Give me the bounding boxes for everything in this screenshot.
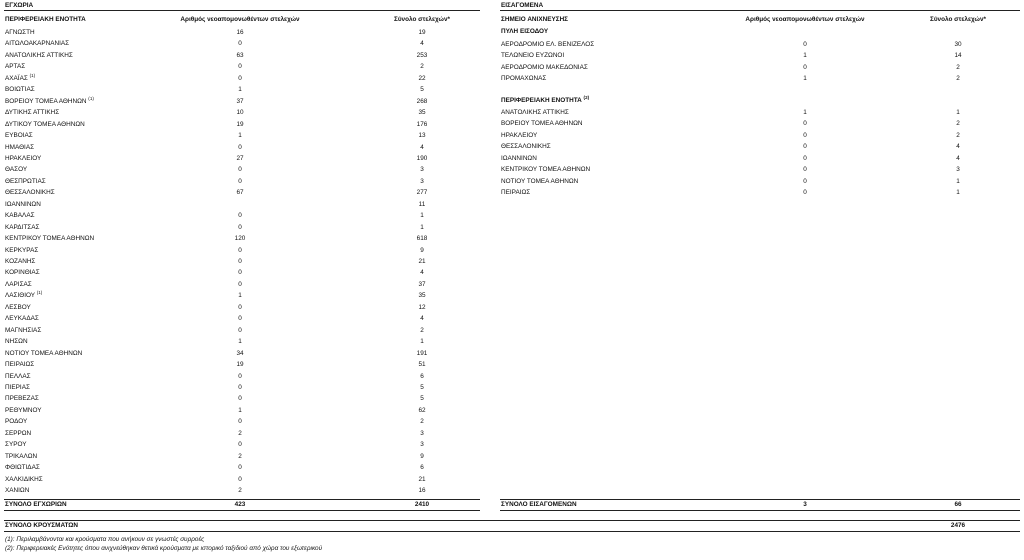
domestic-row-total: 35 (418, 292, 426, 300)
domestic-row-new: 0 (238, 418, 242, 426)
domestic-row-new: 0 (238, 246, 242, 254)
domestic-row-total: 191 (416, 349, 428, 357)
imported-region-row-total: 4 (956, 154, 960, 162)
domestic-row-new: 2 (238, 487, 242, 494)
domestic-row-new: 34 (236, 349, 244, 357)
domestic-row-total: 6 (420, 372, 424, 380)
domestic-row-total: 12 (418, 303, 426, 311)
imported-header-point: ΣΗΜΕΙΟ ΑΝΙΧΝΕΥΣΗΣ (501, 16, 569, 23)
domestic-row-total: 4 (420, 40, 424, 48)
domestic-top-rule (4, 10, 480, 11)
gate-section-title: ΠΥΛΗ ΕΙΣΟΔΟΥ (501, 28, 549, 35)
domestic-row-new: 0 (238, 177, 242, 185)
domestic-row-new: 2 (238, 452, 242, 460)
domestic-row-name: ΕΥΒΟΙΑΣ (5, 132, 33, 140)
domestic-row-total: 190 (416, 154, 428, 162)
domestic-row-name: ΚΑΒΑΛΑΣ (5, 212, 35, 220)
domestic-row-name: ΣΕΡΡΩΝ (5, 429, 32, 437)
imported-region-row-new: 0 (803, 154, 807, 162)
domestic-row-total: 2 (420, 326, 424, 334)
domestic-row-new: 19 (236, 120, 244, 128)
domestic-row-total: 19 (418, 29, 426, 36)
domestic-row-name: ΤΡΙΚΑΛΩΝ (5, 452, 38, 460)
domestic-row-name: ΡΟΔΟΥ (5, 418, 28, 426)
imported-total-top-rule (500, 499, 1020, 500)
domestic-row-name: ΘΕΣΠΡΩΤΙΑΣ (5, 177, 46, 185)
domestic-row-total: 4 (420, 269, 424, 277)
domestic-row-new: 0 (238, 475, 242, 483)
grand-total-top-rule (4, 520, 1020, 521)
domestic-row-name: ΠΡΕΒΕΖΑΣ (5, 395, 39, 403)
domestic-row-total: 618 (416, 235, 428, 243)
imported-total-new: 3 (803, 501, 807, 508)
imported-total-label: ΣΥΝΟΛΟ ΕΙΣΑΓΟΜΕΝΩΝ (501, 501, 577, 508)
domestic-row-new: 0 (238, 303, 242, 311)
imported-region-row-total: 4 (956, 143, 960, 151)
gate-row-name: ΤΕΛΩΝΕΙΟ ΕΥΖΩΝΟΙ (501, 52, 565, 60)
domestic-row-total: 11 (418, 200, 426, 208)
domestic-row-new: 37 (236, 97, 244, 105)
domestic-row-total: 3 (420, 429, 424, 437)
domestic-row-new: 0 (238, 326, 242, 334)
domestic-row-total: 2 (420, 418, 424, 426)
domestic-row-name: ΣΥΡΟΥ (5, 441, 27, 449)
domestic-row-total: 16 (418, 487, 426, 494)
footnote-marker: (1) (36, 290, 43, 296)
grand-total-label: ΣΥΝΟΛΟ ΚΡΟΥΣΜΑΤΩΝ (5, 522, 79, 529)
domestic-row-new: 0 (238, 258, 242, 265)
imported-region-row-name: ΚΕΝΤΡΙΚΟΥ ΤΟΜΕΑ ΑΘΗΝΩΝ (501, 166, 591, 174)
domestic-row-total: 21 (418, 475, 426, 483)
domestic-row-new: 0 (238, 212, 242, 220)
domestic-row-new: 0 (238, 315, 242, 323)
domestic-row-name: ΚΟΖΑΝΗΣ (5, 258, 36, 265)
domestic-row-name: ΛΑΡΙΣΑΣ (5, 280, 32, 288)
domestic-total-total: 2410 (414, 501, 430, 508)
domestic-row-total: 5 (420, 395, 424, 403)
domestic-row-new: 1 (238, 86, 242, 94)
domestic-row-new: 0 (238, 383, 242, 391)
gate-row-total: 30 (954, 41, 962, 48)
domestic-row-total: 35 (418, 109, 426, 117)
imported-region-row-new: 0 (803, 143, 807, 151)
imported-region-row-total: 3 (956, 166, 960, 174)
domestic-row-new: 10 (236, 109, 244, 117)
domestic-row-new: 0 (238, 269, 242, 277)
domestic-row-name: ΑΙΤΩΛΟΑΚΑΡΝΑΝΙΑΣ (5, 40, 70, 48)
domestic-row-name: ΒΟΡΕΙΟΥ ΤΟΜΕΑ ΑΘΗΝΩΝ $^{(1)}$ (5, 95, 94, 105)
domestic-row-new: 27 (236, 154, 244, 162)
footnote-2: (2): Περιφερειακές Ενότητες όπου ανιχνεύθηκαν θετικά κρούσματα με ιστορικό ταξιδιού από χώρα του εξωτερικού (5, 545, 323, 552)
domestic-row-name: ΛΕΥΚΑΔΑΣ (5, 315, 39, 323)
domestic-header-total: Σύνολο στελεχών* (394, 16, 450, 23)
gate-row-name: ΑΕΡΟΔΡΟΜΙΟ ΕΛ. ΒΕΝΙΖΕΛΟΣ (501, 41, 595, 48)
domestic-row-name: ΑΧΑΪΑΣ $^{(1)}$ (5, 72, 36, 82)
imported-region-row-total: 1 (956, 109, 960, 116)
domestic-total-label: ΣΥΝΟΛΟ ΕΓΧΩΡΙΩΝ (5, 501, 67, 508)
imported-region-row-name: ΝΟΤΙΟΥ ΤΟΜΕΑ ΑΘΗΝΩΝ (501, 177, 579, 185)
domestic-row-new: 63 (236, 51, 244, 59)
domestic-row-name: ΘΕΣΣΑΛΟΝΙΚΗΣ (5, 189, 55, 197)
domestic-row-total: 62 (418, 406, 426, 414)
domestic-row-name: ΚΑΡΔΙΤΣΑΣ (5, 223, 40, 231)
domestic-row-total: 2 (420, 63, 424, 71)
domestic-row-new: 0 (238, 143, 242, 151)
imported-region-row-name: ΠΕΙΡΑΙΩΣ (501, 189, 531, 197)
domestic-row-new: 0 (238, 40, 242, 48)
domestic-row-total: 176 (416, 120, 428, 128)
domestic-row-new: 0 (238, 441, 242, 449)
imported-region-row-total: 1 (956, 189, 960, 197)
domestic-row-total: 3 (420, 177, 424, 185)
gate-row-total: 14 (954, 52, 962, 60)
domestic-row-name: ΠΕΙΡΑΙΩΣ (5, 361, 35, 369)
domestic-row-name: ΑΓΝΩΣΤΗ (5, 29, 35, 36)
domestic-row-new: 0 (238, 395, 242, 403)
domestic-row-name: ΑΡΤΑΣ (5, 63, 26, 71)
imported-top-rule (500, 10, 1020, 11)
domestic-row-total: 22 (418, 74, 426, 82)
domestic-row-total: 6 (420, 464, 424, 472)
domestic-row-total: 5 (420, 86, 424, 94)
domestic-total-bottom-rule (4, 510, 480, 511)
imported-region-title: ΠΕΡΙΦΕΡΕΙΑΚΗ ΕΝΟΤΗΤΑ $^{(2)}$ (501, 94, 590, 104)
domestic-row-name: ΧΑΛΚΙΔΙΚΗΣ (5, 475, 43, 483)
domestic-row-new: 120 (234, 235, 246, 243)
domestic-row-name: ΠΕΛΛΑΣ (5, 372, 31, 380)
domestic-row-name: ΚΕΝΤΡΙΚΟΥ ΤΟΜΕΑ ΑΘΗΝΩΝ (5, 235, 95, 243)
domestic-row-total: 3 (420, 441, 424, 449)
imported-region-row-name: ΘΕΣΣΑΛΟΝΙΚΗΣ (501, 143, 551, 151)
domestic-row-new: 0 (238, 166, 242, 174)
imported-region-row-name: ΙΩΑΝΝΙΝΩΝ (501, 154, 537, 162)
domestic-row-total: 1 (420, 338, 424, 346)
domestic-row-total: 277 (416, 189, 428, 197)
domestic-row-name: ΝΟΤΙΟΥ ΤΟΜΕΑ ΑΘΗΝΩΝ (5, 349, 83, 357)
domestic-row-new: 2 (238, 429, 242, 437)
domestic-row-name: ΜΑΓΝΗΣΙΑΣ (5, 326, 42, 334)
domestic-row-name: ΔΥΤΙΚΟΥ ΤΟΜΕΑ ΑΘΗΝΩΝ (5, 120, 85, 128)
domestic-row-name: ΧΑΝΙΩΝ (5, 487, 30, 494)
domestic-row-name: ΝΗΣΩΝ (5, 338, 28, 346)
imported-region-row-total: 1 (956, 177, 960, 185)
domestic-header-new: Αριθμός νεοαπομονωθέντων στελεχών (180, 16, 300, 23)
gate-row-new: 1 (803, 75, 807, 83)
domestic-row-new: 67 (236, 189, 244, 197)
imported-section-title: ΕΙΣΑΓΟΜΕΝΑ (501, 2, 544, 9)
imported-header-new: Αριθμός νεοαπομονωθέντων στελεχών (745, 16, 865, 23)
domestic-row-name: ΡΕΘΥΜΝΟΥ (5, 406, 42, 414)
domestic-row-name: ΠΙΕΡΙΑΣ (5, 383, 30, 391)
imported-total-total: 66 (954, 501, 962, 508)
imported-region-row-new: 0 (803, 177, 807, 185)
domestic-row-name: ΚΕΡΚΥΡΑΣ (5, 246, 39, 254)
imported-region-row-name: ΗΡΑΚΛΕΙΟΥ (501, 131, 538, 139)
domestic-row-name: ΑΝΑΤΟΛΙΚΗΣ ΑΤΤΙΚΗΣ (5, 51, 73, 59)
domestic-row-new: 0 (238, 280, 242, 288)
imported-region-row-name: ΑΝΑΤΟΛΙΚΗΣ ΑΤΤΙΚΗΣ (501, 109, 569, 116)
domestic-row-total: 5 (420, 383, 424, 391)
gate-row-new: 0 (803, 41, 807, 48)
gate-row-total: 2 (956, 63, 960, 71)
grand-total-value: 2476 (950, 522, 966, 529)
footnote-1: (1): Περιλαμβάνονται και κρούσματα που ανήκουν σε γνωστές συρροές (5, 536, 205, 543)
domestic-row-total: 253 (416, 51, 428, 59)
domestic-row-name: ΒΟΙΩΤΙΑΣ (5, 86, 35, 94)
domestic-row-new: 1 (238, 406, 242, 414)
domestic-row-total: 13 (418, 132, 426, 140)
footnote-marker: (1) (29, 72, 36, 78)
imported-region-row-new: 1 (803, 109, 807, 116)
domestic-row-total: 9 (420, 452, 424, 460)
domestic-total-top-rule (4, 499, 480, 500)
domestic-row-new: 1 (238, 132, 242, 140)
domestic-row-total: 1 (420, 212, 424, 220)
domestic-row-new: 19 (236, 361, 244, 369)
domestic-total-new: 423 (234, 501, 246, 508)
imported-region-row-new: 0 (803, 166, 807, 174)
imported-region-row-total: 2 (956, 131, 960, 139)
domestic-row-total: 4 (420, 143, 424, 151)
domestic-row-total: 1 (420, 223, 424, 231)
imported-region-row-new: 0 (803, 131, 807, 139)
domestic-row-name: ΚΟΡΙΝΘΙΑΣ (5, 269, 40, 277)
domestic-row-name: ΦΘΙΩΤΙΔΑΣ (5, 464, 40, 472)
gate-row-name: ΠΡΟΜΑΧΩΝΑΣ (501, 75, 547, 83)
domestic-row-new: 1 (238, 338, 242, 346)
domestic-row-new: 0 (238, 464, 242, 472)
domestic-row-new: 0 (238, 63, 242, 71)
domestic-row-name: ΗΡΑΚΛΕΙΟΥ (5, 154, 42, 162)
domestic-row-name: ΔΥΤΙΚΗΣ ΑΤΤΙΚΗΣ (5, 109, 60, 117)
domestic-row-total: 268 (416, 97, 428, 105)
imported-region-row-new: 0 (803, 189, 807, 197)
domestic-row-new: 0 (238, 223, 242, 231)
gate-row-name: ΑΕΡΟΔΡΟΜΙΟ ΜΑΚΕΔΟΝΙΑΣ (501, 63, 588, 71)
domestic-row-total: 37 (418, 280, 426, 288)
domestic-row-name: ΛΕΣΒΟΥ (5, 303, 31, 311)
domestic-row-name: ΛΑΣΙΘΙΟΥ $^{(1)}$ (5, 290, 43, 300)
gate-row-total: 2 (956, 75, 960, 83)
domestic-row-new: 1 (238, 292, 242, 300)
imported-region-row-name: ΒΟΡΕΙΟΥ ΤΟΜΕΑ ΑΘΗΝΩΝ (501, 120, 583, 128)
domestic-row-new: 0 (238, 372, 242, 380)
domestic-header-region: ΠΕΡΙΦΕΡΕΙΑΚΗ ΕΝΟΤΗΤΑ (5, 16, 86, 23)
imported-region-row-new: 0 (803, 120, 807, 128)
domestic-section-title: ΕΓΧΩΡΙΑ (5, 2, 34, 9)
domestic-row-new: 0 (238, 74, 242, 82)
domestic-row-total: 51 (418, 361, 426, 369)
gate-row-new: 0 (803, 63, 807, 71)
domestic-row-name: ΗΜΑΘΙΑΣ (5, 143, 35, 151)
domestic-row-total: 3 (420, 166, 424, 174)
domestic-row-name: ΘΑΣΟΥ (5, 166, 28, 174)
imported-total-bottom-rule (500, 510, 1020, 511)
domestic-row-total: 21 (418, 258, 426, 265)
domestic-row-new: 16 (236, 29, 244, 36)
imported-region-row-total: 2 (956, 120, 960, 128)
footnote-marker: (1) (88, 95, 94, 101)
imported-header-total: Σύνολο στελεχών* (930, 16, 986, 23)
imported-region-footnote-marker: (2) (583, 94, 590, 100)
domestic-row-total: 4 (420, 315, 424, 323)
grand-total-bottom-rule (4, 531, 1020, 532)
gate-row-new: 1 (803, 52, 807, 60)
domestic-row-total: 9 (420, 246, 424, 254)
domestic-row-name: ΙΩΑΝΝΙΝΩΝ (5, 200, 41, 208)
